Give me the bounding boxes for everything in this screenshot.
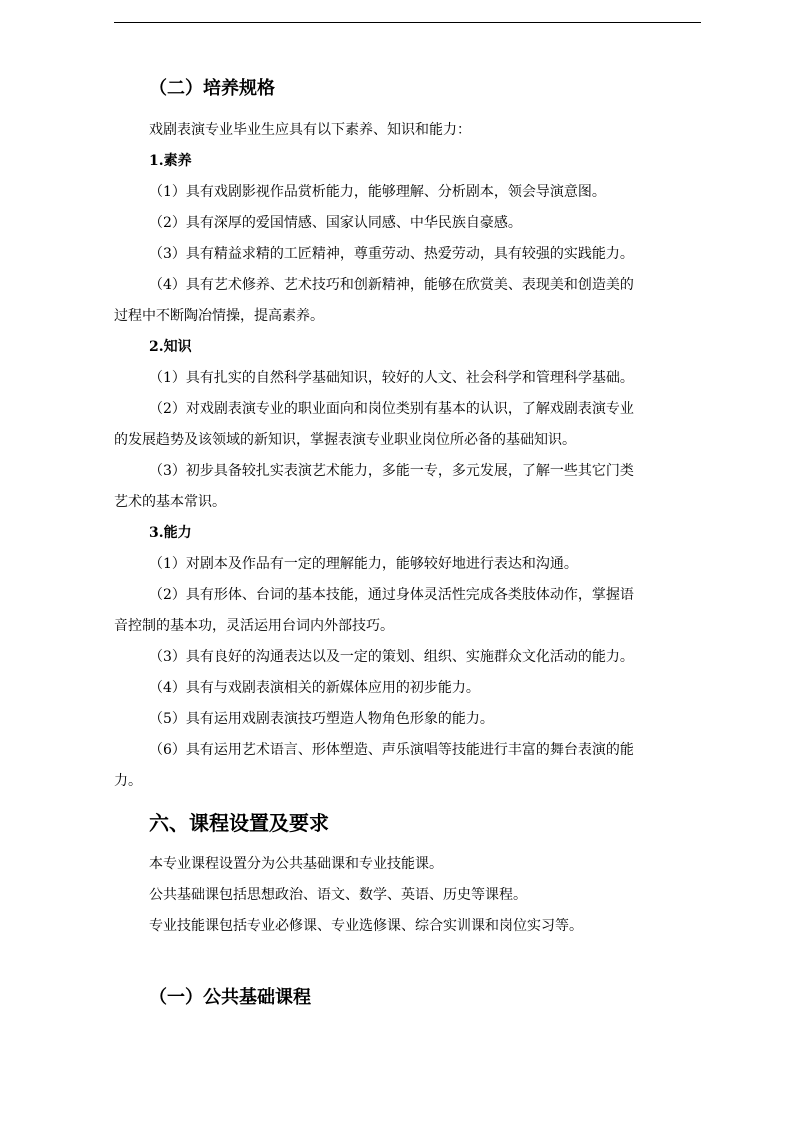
nengli-item-3: （3）具有良好的沟通表达以及一定的策划、组织、实施群众文化活动的能力。 <box>149 649 634 665</box>
suyang-item-2: （2）具有深厚的爱国情感、国家认同感、中华民族自豪感。 <box>149 215 522 231</box>
suyang-title: 1.素养 <box>149 153 192 169</box>
intro-paragraph: 戏剧表演专业毕业生应具有以下素养、知识和能力： <box>149 122 471 138</box>
nengli-item-2: （2）具有形体、台词的基本技能，通过身体灵活性完成各类肢体动作，掌握语 <box>149 587 634 603</box>
curriculum-paragraph-2: 公共基础课包括思想政治、语文、数学、英语、历史等课程。 <box>149 887 527 903</box>
section-heading-training-spec: （二）培养规格 <box>149 78 275 99</box>
zhishi-item-2: （2）对戏剧表演专业的职业面向和岗位类别有基本的认识，了解戏剧表演专业 <box>149 401 634 417</box>
nengli-item-6-cont: 力。 <box>114 773 142 789</box>
nengli-item-1: （1）对剧本及作品有一定的理解能力，能够较好地进行表达和沟通。 <box>149 556 578 572</box>
header-rule <box>114 22 701 23</box>
curriculum-paragraph-1: 本专业课程设置分为公共基础课和专业技能课。 <box>149 856 443 872</box>
nengli-item-4: （4）具有与戏剧表演相关的新媒体应用的初步能力。 <box>149 680 480 696</box>
section-heading-curriculum: 六、课程设置及要求 <box>149 811 329 835</box>
zhishi-item-2-cont: 的发展趋势及该领域的新知识，掌握表演专业职业岗位所必备的基础知识。 <box>114 432 576 448</box>
curriculum-paragraph-3: 专业技能课包括专业必修课、专业选修课、综合实训课和岗位实习等。 <box>149 918 583 934</box>
nengli-item-6: （6）具有运用艺术语言、形体塑造、声乐演唱等技能进行丰富的舞台表演的能 <box>149 742 634 758</box>
subsection-heading-public-courses: （一）公共基础课程 <box>149 987 311 1008</box>
nengli-title: 3.能力 <box>149 525 192 541</box>
suyang-item-4-cont: 过程中不断陶冶情操，提高素养。 <box>114 308 324 324</box>
nengli-item-5: （5）具有运用戏剧表演技巧塑造人物角色形象的能力。 <box>149 711 494 727</box>
suyang-item-3: （3）具有精益求精的工匠精神，尊重劳动、热爱劳动，具有较强的实践能力。 <box>149 246 634 262</box>
suyang-item-4: （4）具有艺术修养、艺术技巧和创新精神，能够在欣赏美、表现美和创造美的 <box>149 277 634 293</box>
nengli-item-2-cont: 音控制的基本功，灵活运用台词内外部技巧。 <box>114 618 394 634</box>
zhishi-item-1: （1）具有扎实的自然科学基础知识，较好的人文、社会科学和管理科学基础。 <box>149 370 634 386</box>
suyang-item-1: （1）具有戏剧影视作品赏析能力，能够理解、分析剧本，领会导演意图。 <box>149 184 606 200</box>
zhishi-title: 2.知识 <box>149 339 192 355</box>
zhishi-item-3: （3）初步具备较扎实表演艺术能力，多能一专，多元发展，了解一些其它门类 <box>149 463 634 479</box>
zhishi-item-3-cont: 艺术的基本常识。 <box>114 494 226 510</box>
